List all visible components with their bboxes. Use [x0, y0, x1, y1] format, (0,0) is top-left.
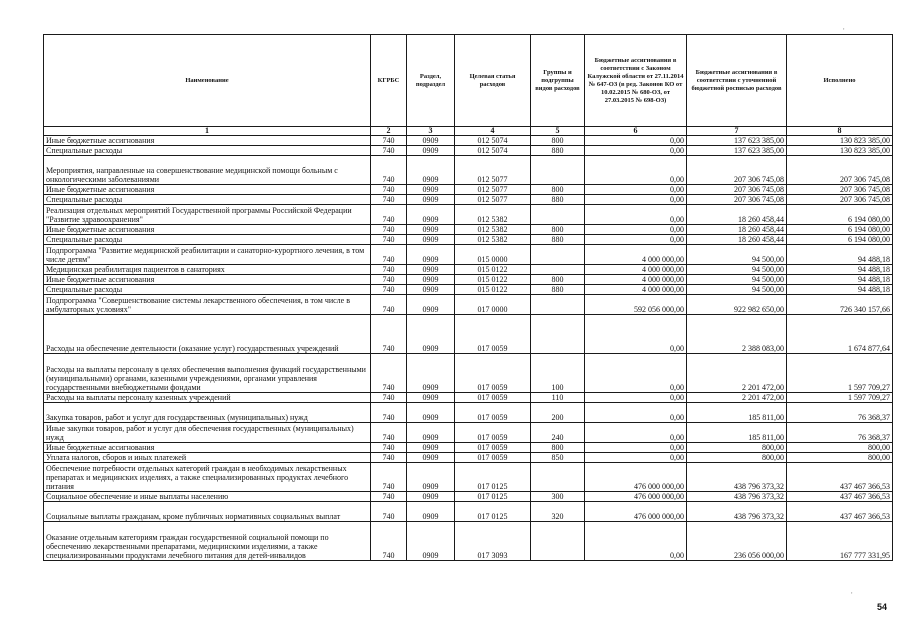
row-section-cell: 0909 — [407, 195, 455, 205]
table-row — [44, 463, 893, 492]
row-name-cell: Оказание отдельным категориям граждан государственной социальной помощи по обеспечению лекарственными препаратами, медицинскими изделиями, а также специализированными продуктами лечебного питания для детей-инвалидов — [44, 522, 371, 561]
table-row — [44, 492, 893, 502]
row-refined-amount-cell: 18 260 458,44 — [687, 205, 787, 225]
row-law-amount-cell: 0,00 — [585, 403, 687, 423]
header-refined-allocations: Бюджетные ассигнования в соответствии с уточненной бюджетной росписью расходов — [687, 35, 787, 127]
row-section-cell: 0909 — [407, 393, 455, 403]
row-group-cell: 200 — [531, 403, 585, 423]
row-law-amount-cell: 0,00 — [585, 393, 687, 403]
row-kgrbs-cell: 740 — [371, 295, 407, 315]
row-kgrbs-cell: 740 — [371, 275, 407, 285]
table-row — [44, 275, 893, 285]
row-law-amount-cell: 592 056 000,00 — [585, 295, 687, 315]
row-refined-amount-cell: 2 388 083,00 — [687, 315, 787, 354]
row-target-cell: 012 5382 — [455, 225, 531, 235]
row-target-cell: 015 0000 — [455, 245, 531, 265]
row-group-cell: 800 — [531, 443, 585, 453]
header-section: Раздел, подраздел — [407, 35, 455, 127]
row-refined-amount-cell: 185 811,00 — [687, 403, 787, 423]
row-kgrbs-cell: 740 — [371, 195, 407, 205]
row-group-cell: 880 — [531, 235, 585, 245]
row-refined-amount-cell: 18 260 458,44 — [687, 235, 787, 245]
row-name-cell: Расходы на выплаты персоналу казенных учреждений — [44, 393, 371, 403]
scan-mark: ' — [843, 27, 845, 36]
row-name-cell: Расходы на выплаты персоналу в целях обеспечения выполнения функций государственными (муниципальными) органами, казенными учреждениями, органами управления государственными внебюджетными фондами — [44, 354, 371, 393]
row-group-cell — [531, 463, 585, 492]
row-kgrbs-cell: 740 — [371, 393, 407, 403]
row-law-amount-cell: 0,00 — [585, 522, 687, 561]
row-section-cell: 0909 — [407, 403, 455, 423]
row-executed-amount-cell: 207 306 745,08 — [787, 156, 893, 185]
column-number-row — [44, 127, 893, 136]
row-law-amount-cell: 476 000 000,00 — [585, 502, 687, 522]
row-refined-amount-cell: 207 306 745,08 — [687, 195, 787, 205]
row-executed-amount-cell: 76 368,37 — [787, 403, 893, 423]
row-refined-amount-cell: 438 796 373,32 — [687, 492, 787, 502]
column-number: 8 — [787, 127, 893, 136]
row-target-cell: 015 0122 — [455, 275, 531, 285]
row-name-cell: Реализация отдельных мероприятий Государственной программы Российской Федерации "Развитие здравоохранения" — [44, 205, 371, 225]
row-group-cell: 800 — [531, 136, 585, 146]
table-row — [44, 195, 893, 205]
header-name: Наименование — [44, 35, 371, 127]
table-row — [44, 315, 893, 354]
row-kgrbs-cell: 740 — [371, 354, 407, 393]
row-section-cell: 0909 — [407, 443, 455, 453]
table-header — [44, 35, 893, 136]
row-target-cell: 017 0059 — [455, 453, 531, 463]
table-row — [44, 225, 893, 235]
row-law-amount-cell: 4 000 000,00 — [585, 265, 687, 275]
row-name-cell: Иные бюджетные ассигнования — [44, 185, 371, 195]
row-group-cell: 880 — [531, 195, 585, 205]
row-group-cell — [531, 522, 585, 561]
row-executed-amount-cell: 437 467 366,53 — [787, 492, 893, 502]
budget-execution-table — [43, 34, 893, 561]
row-kgrbs-cell: 740 — [371, 453, 407, 463]
row-law-amount-cell: 0,00 — [585, 156, 687, 185]
page-number: 54 — [876, 602, 887, 612]
row-name-cell: Иные бюджетные ассигнования — [44, 275, 371, 285]
row-group-cell — [531, 315, 585, 354]
row-section-cell: 0909 — [407, 423, 455, 443]
row-refined-amount-cell: 2 201 472,00 — [687, 393, 787, 403]
row-kgrbs-cell: 740 — [371, 146, 407, 156]
row-kgrbs-cell: 740 — [371, 315, 407, 354]
row-name-cell: Специальные расходы — [44, 235, 371, 245]
table-row — [44, 205, 893, 225]
row-kgrbs-cell: 740 — [371, 136, 407, 146]
row-name-cell: Расходы на обеспечение деятельности (оказание услуг) государственных учреждений — [44, 315, 371, 354]
row-name-cell: Иные бюджетные ассигнования — [44, 225, 371, 235]
header-target-article: Целевая статья расходов — [455, 35, 531, 127]
table-row — [44, 403, 893, 423]
row-law-amount-cell: 476 000 000,00 — [585, 463, 687, 492]
row-executed-amount-cell: 6 194 080,00 — [787, 235, 893, 245]
row-kgrbs-cell: 740 — [371, 205, 407, 225]
row-refined-amount-cell: 185 811,00 — [687, 423, 787, 443]
row-kgrbs-cell: 740 — [371, 245, 407, 265]
row-name-cell: Иные бюджетные ассигнования — [44, 136, 371, 146]
row-kgrbs-cell: 740 — [371, 522, 407, 561]
row-refined-amount-cell: 207 306 745,08 — [687, 185, 787, 195]
row-section-cell: 0909 — [407, 502, 455, 522]
row-target-cell: 017 0125 — [455, 502, 531, 522]
row-target-cell: 017 0125 — [455, 463, 531, 492]
row-law-amount-cell: 0,00 — [585, 185, 687, 195]
row-section-cell: 0909 — [407, 522, 455, 561]
row-executed-amount-cell: 437 467 366,53 — [787, 463, 893, 492]
row-kgrbs-cell: 740 — [371, 235, 407, 245]
table-row — [44, 146, 893, 156]
row-target-cell: 012 5074 — [455, 136, 531, 146]
row-group-cell: 110 — [531, 393, 585, 403]
column-number: 5 — [531, 127, 585, 136]
row-law-amount-cell: 0,00 — [585, 146, 687, 156]
row-section-cell: 0909 — [407, 315, 455, 354]
row-kgrbs-cell: 740 — [371, 502, 407, 522]
row-executed-amount-cell: 207 306 745,08 — [787, 185, 893, 195]
row-section-cell: 0909 — [407, 463, 455, 492]
row-target-cell: 012 5077 — [455, 195, 531, 205]
row-executed-amount-cell: 94 488,18 — [787, 245, 893, 265]
table-row — [44, 185, 893, 195]
row-section-cell: 0909 — [407, 492, 455, 502]
row-group-cell: 800 — [531, 225, 585, 235]
row-target-cell: 017 0059 — [455, 403, 531, 423]
row-refined-amount-cell: 2 201 472,00 — [687, 354, 787, 393]
row-executed-amount-cell: 1 674 877,64 — [787, 315, 893, 354]
row-section-cell: 0909 — [407, 295, 455, 315]
header-executed: Исполнено — [787, 35, 893, 127]
row-law-amount-cell: 0,00 — [585, 443, 687, 453]
column-number: 7 — [687, 127, 787, 136]
header-law-allocations: Бюджетные ассигнования в соответствии с Законом Калужской области от 27.11.2014 № 647-ОЗ (в ред. Законов КО от 10.02.2015 № 680-ОЗ, от 27.03.2015 № 698-ОЗ) — [585, 35, 687, 127]
row-executed-amount-cell: 207 306 745,08 — [787, 195, 893, 205]
row-target-cell: 012 5382 — [455, 205, 531, 225]
row-section-cell: 0909 — [407, 136, 455, 146]
row-kgrbs-cell: 740 — [371, 403, 407, 423]
table-row — [44, 423, 893, 443]
row-section-cell: 0909 — [407, 265, 455, 275]
column-number: 1 — [44, 127, 371, 136]
row-executed-amount-cell: 130 823 385,00 — [787, 136, 893, 146]
row-refined-amount-cell: 137 623 385,00 — [687, 136, 787, 146]
row-law-amount-cell: 476 000 000,00 — [585, 492, 687, 502]
row-executed-amount-cell: 94 488,18 — [787, 285, 893, 295]
row-group-cell — [531, 205, 585, 225]
row-law-amount-cell: 0,00 — [585, 453, 687, 463]
row-name-cell: Специальные расходы — [44, 285, 371, 295]
column-number: 3 — [407, 127, 455, 136]
row-group-cell: 100 — [531, 354, 585, 393]
row-target-cell: 012 5077 — [455, 185, 531, 195]
row-target-cell: 017 0059 — [455, 315, 531, 354]
header-expense-groups: Группы и подгруппы видов расходов — [531, 35, 585, 127]
row-refined-amount-cell: 438 796 373,32 — [687, 502, 787, 522]
row-refined-amount-cell: 137 623 385,00 — [687, 146, 787, 156]
row-refined-amount-cell: 800,00 — [687, 443, 787, 453]
table-row — [44, 522, 893, 561]
row-group-cell: 320 — [531, 502, 585, 522]
row-executed-amount-cell: 130 823 385,00 — [787, 146, 893, 156]
row-group-cell: 800 — [531, 275, 585, 285]
table-row — [44, 265, 893, 275]
row-law-amount-cell: 0,00 — [585, 225, 687, 235]
row-executed-amount-cell: 167 777 331,95 — [787, 522, 893, 561]
table-row — [44, 136, 893, 146]
row-refined-amount-cell: 922 982 650,00 — [687, 295, 787, 315]
row-section-cell: 0909 — [407, 156, 455, 185]
table-row — [44, 156, 893, 185]
row-group-cell: 800 — [531, 185, 585, 195]
row-law-amount-cell: 4 000 000,00 — [585, 285, 687, 295]
row-section-cell: 0909 — [407, 354, 455, 393]
row-group-cell — [531, 156, 585, 185]
row-law-amount-cell: 4 000 000,00 — [585, 275, 687, 285]
row-law-amount-cell: 0,00 — [585, 423, 687, 443]
row-executed-amount-cell: 6 194 080,00 — [787, 205, 893, 225]
row-law-amount-cell: 0,00 — [585, 136, 687, 146]
row-refined-amount-cell: 94 500,00 — [687, 285, 787, 295]
row-target-cell: 017 0059 — [455, 393, 531, 403]
row-kgrbs-cell: 740 — [371, 492, 407, 502]
row-group-cell — [531, 295, 585, 315]
row-group-cell: 880 — [531, 146, 585, 156]
table-row — [44, 285, 893, 295]
row-name-cell: Уплата налогов, сборов и иных платежей — [44, 453, 371, 463]
row-name-cell: Подпрограмма "Совершенствование системы лекарственного обеспечения, в том числе в амбулаторных условиях" — [44, 295, 371, 315]
table-row — [44, 453, 893, 463]
row-executed-amount-cell: 94 488,18 — [787, 275, 893, 285]
row-name-cell: Специальные расходы — [44, 195, 371, 205]
table-row — [44, 393, 893, 403]
table-row — [44, 502, 893, 522]
row-kgrbs-cell: 740 — [371, 156, 407, 185]
row-section-cell: 0909 — [407, 225, 455, 235]
row-refined-amount-cell: 18 260 458,44 — [687, 225, 787, 235]
row-executed-amount-cell: 1 597 709,27 — [787, 393, 893, 403]
table-row — [44, 295, 893, 315]
row-target-cell: 017 0059 — [455, 443, 531, 453]
row-law-amount-cell: 0,00 — [585, 195, 687, 205]
row-kgrbs-cell: 740 — [371, 185, 407, 195]
table-row — [44, 235, 893, 245]
row-name-cell: Специальные расходы — [44, 146, 371, 156]
row-target-cell: 012 5077 — [455, 156, 531, 185]
row-refined-amount-cell: 800,00 — [687, 453, 787, 463]
row-name-cell: Иные закупки товаров, работ и услуг для обеспечения государственных (муниципальных) нужд — [44, 423, 371, 443]
row-target-cell: 015 0122 — [455, 265, 531, 275]
row-refined-amount-cell: 94 500,00 — [687, 275, 787, 285]
row-name-cell: Социальное обеспечение и иные выплаты населению — [44, 492, 371, 502]
row-target-cell: 015 0122 — [455, 285, 531, 295]
row-law-amount-cell: 4 000 000,00 — [585, 245, 687, 265]
row-target-cell: 017 3093 — [455, 522, 531, 561]
column-number: 2 — [371, 127, 407, 136]
row-target-cell: 017 0059 — [455, 423, 531, 443]
row-target-cell: 017 0000 — [455, 295, 531, 315]
row-kgrbs-cell: 740 — [371, 265, 407, 275]
row-kgrbs-cell: 740 — [371, 443, 407, 453]
row-refined-amount-cell: 207 306 745,08 — [687, 156, 787, 185]
row-target-cell: 017 0125 — [455, 492, 531, 502]
row-executed-amount-cell: 6 194 080,00 — [787, 225, 893, 235]
row-name-cell: Социальные выплаты гражданам, кроме публичных нормативных социальных выплат — [44, 502, 371, 522]
row-executed-amount-cell: 726 340 157,66 — [787, 295, 893, 315]
row-target-cell: 017 0059 — [455, 354, 531, 393]
row-refined-amount-cell: 94 500,00 — [687, 265, 787, 275]
row-law-amount-cell: 0,00 — [585, 205, 687, 225]
table-row — [44, 354, 893, 393]
table-row — [44, 443, 893, 453]
row-group-cell: 240 — [531, 423, 585, 443]
row-name-cell: Медицинская реабилитация пациентов в санаториях — [44, 265, 371, 275]
row-executed-amount-cell: 94 488,18 — [787, 265, 893, 275]
row-kgrbs-cell: 740 — [371, 463, 407, 492]
row-refined-amount-cell: 94 500,00 — [687, 245, 787, 265]
row-executed-amount-cell: 1 597 709,27 — [787, 354, 893, 393]
row-group-cell: 880 — [531, 285, 585, 295]
row-group-cell — [531, 265, 585, 275]
row-target-cell: 012 5382 — [455, 235, 531, 245]
row-refined-amount-cell: 236 056 000,00 — [687, 522, 787, 561]
row-group-cell: 850 — [531, 453, 585, 463]
table-body — [44, 136, 893, 561]
row-name-cell: Иные бюджетные ассигнования — [44, 443, 371, 453]
row-section-cell: 0909 — [407, 146, 455, 156]
row-section-cell: 0909 — [407, 285, 455, 295]
row-executed-amount-cell: 800,00 — [787, 443, 893, 453]
row-section-cell: 0909 — [407, 453, 455, 463]
column-number: 4 — [455, 127, 531, 136]
row-target-cell: 012 5074 — [455, 146, 531, 156]
row-group-cell: 300 — [531, 492, 585, 502]
row-executed-amount-cell: 437 467 366,53 — [787, 502, 893, 522]
row-section-cell: 0909 — [407, 275, 455, 285]
row-name-cell: Закупка товаров, работ и услуг для государственных (муниципальных) нужд — [44, 403, 371, 423]
row-law-amount-cell: 0,00 — [585, 315, 687, 354]
row-law-amount-cell: 0,00 — [585, 354, 687, 393]
header-kgrbs: КГРБС — [371, 35, 407, 127]
table-row — [44, 245, 893, 265]
row-kgrbs-cell: 740 — [371, 423, 407, 443]
row-law-amount-cell: 0,00 — [585, 235, 687, 245]
row-group-cell — [531, 245, 585, 265]
row-executed-amount-cell: 76 368,37 — [787, 423, 893, 443]
row-section-cell: 0909 — [407, 205, 455, 225]
column-number: 6 — [585, 127, 687, 136]
row-kgrbs-cell: 740 — [371, 285, 407, 295]
row-name-cell: Мероприятия, направленные на совершенствование медицинской помощи больным с онкологическими заболеваниями — [44, 156, 371, 185]
row-section-cell: 0909 — [407, 245, 455, 265]
row-name-cell: Подпрограмма "Развитие медицинской реабилитации и санаторно-курортного лечения, в том числе детям" — [44, 245, 371, 265]
scan-mark: ' — [851, 591, 853, 600]
row-refined-amount-cell: 438 796 373,32 — [687, 463, 787, 492]
row-section-cell: 0909 — [407, 185, 455, 195]
row-section-cell: 0909 — [407, 235, 455, 245]
row-executed-amount-cell: 800,00 — [787, 453, 893, 463]
row-name-cell: Обеспечение потребности отдельных категорий граждан в необходимых лекарственных препаратах и медицинских изделиях, а также специализированных продуктах лечебного питания — [44, 463, 371, 492]
row-kgrbs-cell: 740 — [371, 225, 407, 235]
